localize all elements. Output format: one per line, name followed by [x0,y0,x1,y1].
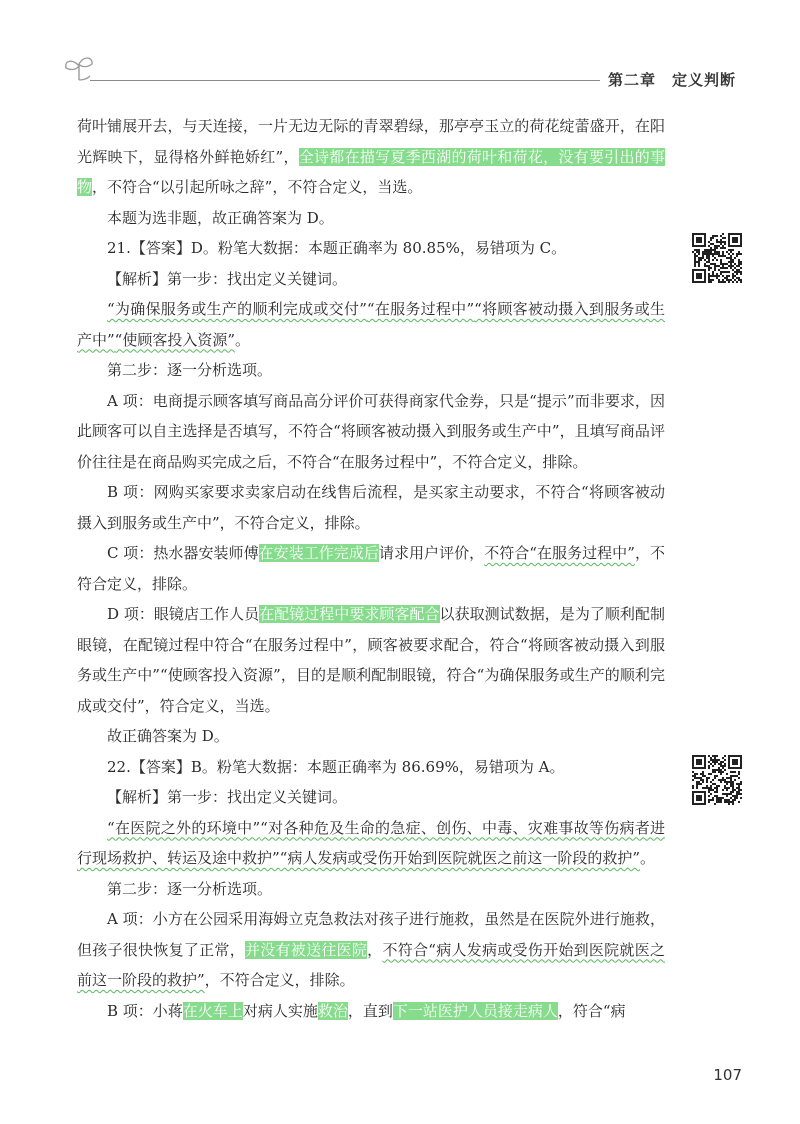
paragraph: 第二步：逐一分析选项。 [107,361,273,379]
option-c: C 项：热水器安装师傅在安装工作完成后请求用户评价，不符合“在服务过程中”，不符合定义，排除。 [77,544,665,593]
option-a: A 项：电商提示顾客填写商品高分评价可获得商家代金券，只是“提示”而非要求，因此顾客可以自主选择是否填写，不符合“将顾客被动摄入到服务或生产中”，且填写商品评价往往是在商品购买完成之后，不符合“在服务过程中”，不符合定义，排除。 [77,391,665,471]
highlight: 并没有被送往医院 [244,940,368,959]
header-rule [90,80,600,81]
paragraph: 荷叶铺展开去，与天连接，一片无边无际的青翠碧绿，那亭亭玉立的荷花绽蕾盛开，在阳光辉映下，显得格外鲜艳娇红”，全诗都在描写夏季西湖的荷叶和荷花，没有要引出的事物，不符合“以引起所咏之辞”，不符合定义，当选。 [77,117,665,196]
keyword: “病人发病或受伤开始到医院就医之前这一阶段的救护” [279,849,641,867]
keyword: “使顾客投入资源” [114,330,236,349]
option-d: D 项：眼镜店工作人员在配镜过程中要求顾客配合以获取测试数据，是为了顺利配制眼镜，在配镜过程中符合“在服务过程中”，顾客被要求配合，符合“将顾客被动摄入到服务或生产中”“使顾客投入资源”，目的是顺利配制眼镜，符合“为确保服务或生产的顺利完成或交付”，符合定义，当选。 [77,605,665,715]
highlight: 救治 [317,1001,348,1020]
keywords-paragraph: “为确保服务或生产的顺利完成或交付”“在服务过程中”“将顾客被动摄入到服务或生产中”“使顾客投入资源”。 [77,300,666,349]
highlight: 全诗都在描写夏季西湖的荷叶和荷花，没有要引出的事物 [77,147,665,196]
highlight: 在配镜过程中要求顾客配合 [259,605,440,623]
keyword: “在服务过程中” [366,300,475,318]
keyword: 不符合“在服务过程中” [484,544,635,562]
paragraph: 第二步：逐一分析选项。 [107,879,273,898]
paragraph: 故正确答案为 D。 [107,727,229,745]
chapter-label: 第二章 [608,71,657,89]
qr-code-icon[interactable] [692,755,742,805]
question-21-analysis: 【解析】第一步：找出定义关键词。 [107,269,348,288]
page-number: 107 [713,1066,742,1084]
question-22-analysis: 【解析】第一步：找出定义关键词。 [107,788,348,806]
keyword: “在医院之外的环境中” [107,818,261,837]
highlight: 在火车上 [182,1001,243,1020]
qr-code-icon[interactable] [692,233,742,283]
keyword: “为确保服务或生产的顺利完成或交付” [107,300,367,318]
option-a: A 项：小方在公园采用海姆立克急救法对孩子进行施救，虽然是在医院外进行施救，但孩子很快恢复了正常，并没有被送往医院，不符合“病人发病或受伤开始到医院就医之前这一阶段的救护”，不符合定义，排除。 [77,910,665,989]
question-22-answer: 22.【答案】B。粉笔大数据：本题正确率为 86.69%，易错项为 A。 [107,757,565,776]
section-label: 定义判断 [672,71,737,89]
page-content [77,111,665,1026]
keywords-paragraph: “在医院之外的环境中”“对各种危及生命的急症、创伤、中毒、灾难事故等伤病者进行现场救护、转运及途中救护”“病人发病或受伤开始到医院就医之前这一阶段的救护”。 [77,818,666,867]
keyword: “对各种危及生命的急症、创伤、中毒、灾难事故等伤病者进行现场救护、转运及途中救护” [77,818,666,867]
keyword: 不符合“病人发病或受伤开始到医院就医之前这一阶段的救护” [77,940,665,989]
paragraph: 本题为选非题，故正确答案为 D。 [107,208,334,227]
option-b: B 项：小蒋在火车上对病人实施救治，直到下一站医护人员接走病人，符合“病 [107,1001,626,1020]
question-21-answer: 21.【答案】D。粉笔大数据：本题正确率为 80.85%，易错项为 C。 [107,239,567,257]
option-b: B 项：网购买家要求卖家启动在线售后流程，是买家主动要求，不符合“将顾客被动摄入到服务或生产中”，不符合定义，排除。 [77,483,665,532]
sprout-icon [62,52,96,82]
highlight: 下一站医护人员接走病人 [392,1001,558,1020]
keyword: “将顾客被动摄入到服务或生产中” [77,300,666,349]
highlight: 在安装工作完成后 [258,544,379,562]
chapter-header [608,69,748,91]
